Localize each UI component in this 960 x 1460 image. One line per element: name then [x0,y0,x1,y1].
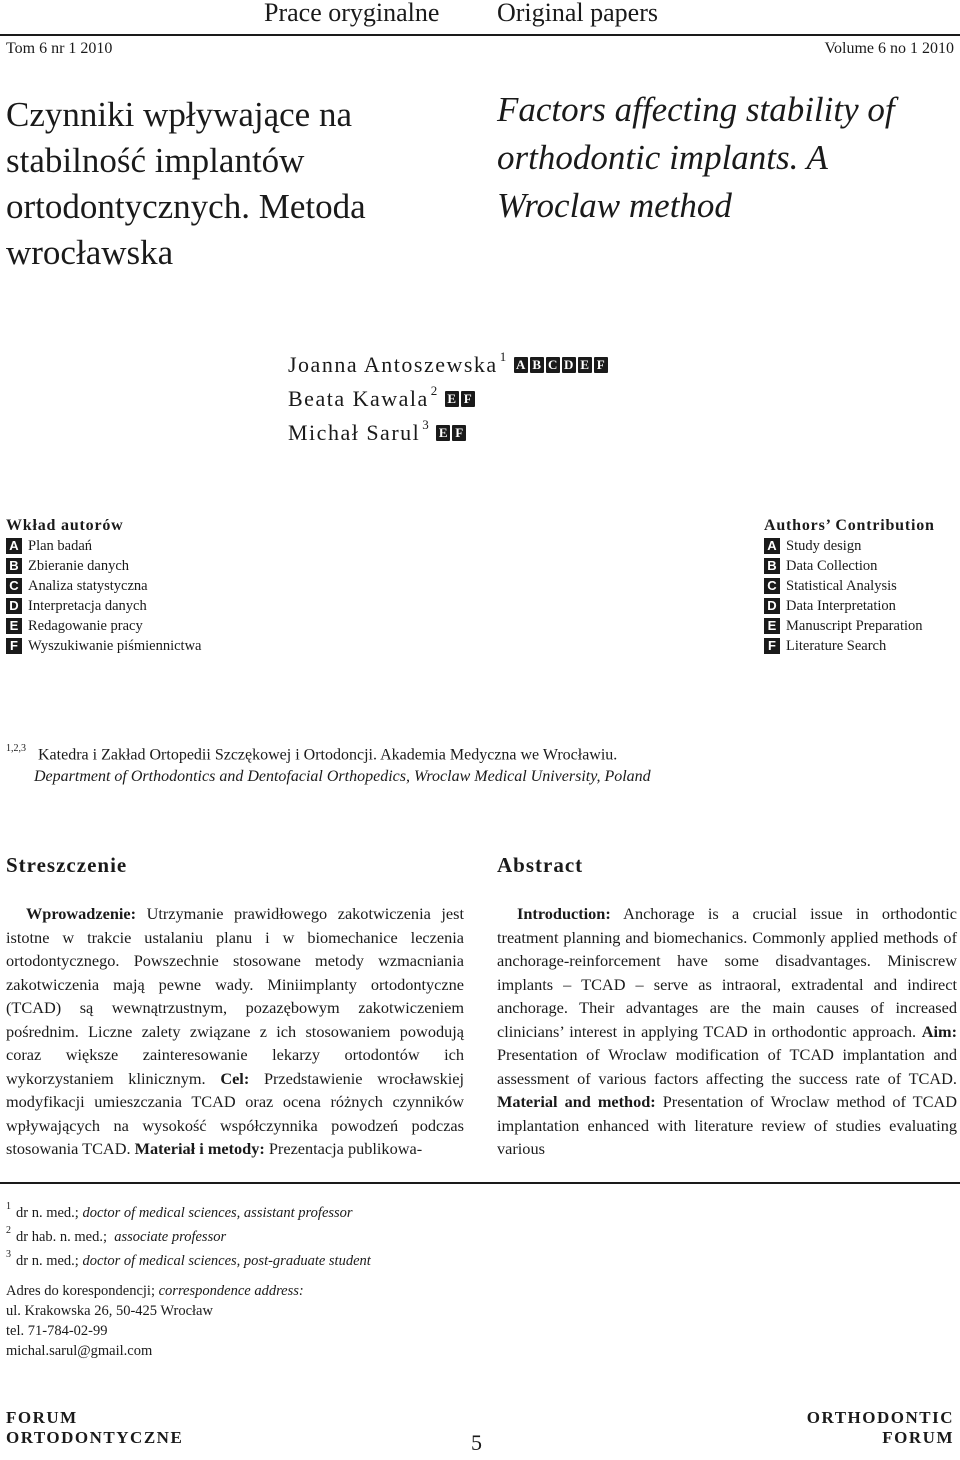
abstract-text-pl [6,902,464,1161]
author-name: Joanna Antoszewska [288,352,498,377]
author-affiliation-number: 2 [430,383,439,398]
aim-label: Cel: [220,1068,250,1088]
contribution-item [6,616,201,636]
page-number: 5 [471,1430,482,1455]
contribution-item [764,596,935,616]
footnote-number: 3 [6,1248,11,1260]
letter-badge: E [6,618,22,634]
contribution-label: Plan badań [28,538,93,554]
volume-label-pl: Tom 6 nr 1 2010 [6,40,113,57]
contribution-item [764,636,935,656]
correspondence-label-en: correspondence address: [158,1283,304,1299]
footnote-description: associate professor [114,1228,227,1245]
contribution-item [6,536,201,556]
contribution-heading: Wkład autorów [6,517,124,534]
volume-label-en: Volume 6 no 1 2010 [824,40,954,57]
affiliation-numbers: 1,2,3 [6,743,26,754]
contribution-item [6,636,201,656]
footnote-degree: dr n. med.; [16,1204,79,1221]
correspondence [6,1281,304,1361]
section-label-en: Original papers [497,0,659,27]
letter-badge: F [764,638,780,654]
role-badge: E [436,425,450,441]
letter-badge: A [764,538,780,554]
footnote-number: 2 [6,1224,11,1236]
role-badge: F [594,357,608,373]
contribution-label: Data Collection [786,558,878,574]
methods-label: Material and method: [497,1092,656,1111]
contribution-item [764,556,935,576]
header-divider [0,34,960,36]
letter-badge: B [6,558,22,574]
contribution-label: Literature Search [786,638,887,654]
journal-name-line: FORUM [882,1428,954,1447]
abstract-heading-en: Abstract [497,853,584,877]
letter-badge: D [6,598,22,614]
footnote [6,1247,371,1271]
footnote [6,1199,371,1223]
letter-badge: F [6,638,22,654]
contribution-heading: Authors’ Contribution [764,517,935,534]
role-badge: A [514,357,528,373]
correspondence-phone: tel. 71-784-02-99 [6,1323,108,1339]
contribution-label: Statistical Analysis [786,578,897,594]
methods-text: Presentation of Wroclaw method of TCAD implantation enhanced with literature review of studies evaluating various [497,1092,957,1158]
author-list [288,348,608,450]
author [288,416,608,450]
journal-name-line: FORUM [6,1408,78,1427]
author-role-badges [436,425,466,441]
intro-label: Wprowadzenie: [26,904,137,923]
footnote-description: doctor of medical sciences, assistant professor [82,1204,353,1221]
contribution-item [6,596,201,616]
aim-label: Aim: [921,1021,957,1041]
abstract-text-en [497,902,957,1161]
letter-badge: A [6,538,22,554]
contribution-item [764,576,935,596]
contribution-label: Data Interpretation [786,598,896,614]
role-badge: C [546,357,560,373]
affiliation-en: Department of Orthodontics and Dentofacial Orthopedics, Wroclaw Medical University, Poland [34,768,651,786]
contribution-label: Wyszukiwanie piśmiennictwa [28,638,202,654]
intro-text: Utrzymanie prawidłowego zakotwiczenia jest istotne w trakcie ustalaniu planu i w biomechanice leczenia ortodontycznego. Powszechnie stosowane metody wzmacniania zakotwiczenia mają pewne wady. Miniimplanty ortodontyczne (TCAD) są wewnątrzustnym, pozazębowym zakotwiczeniem pośrednim. Liczne zalety związane z ich stosowaniem powodują coraz większe zainteresowanie lekarzy ortodontów ich wykorzystaniem klinicznym. [6,904,464,1088]
correspondence-label-pl: Adres do korespondencji; [6,1283,155,1299]
author-affiliation-number: 3 [422,417,431,432]
contribution-label: Redagowanie pracy [28,618,143,634]
contribution-item [6,576,201,596]
author [288,382,608,416]
contribution-legend-en [764,516,935,656]
author-affiliation-number: 1 [499,349,508,364]
journal-name-en [807,1408,954,1448]
author-name: Michał Sarul [288,420,421,445]
journal-name-line: ORTODONTYCZNE [6,1428,184,1447]
contribution-legend-pl [6,516,201,656]
affiliation-pl: Katedra i Zakład Ortopedii Szczękowej i Ortodoncji. Akademia Medyczna we Wrocławiu. [38,746,618,764]
affiliation [6,740,651,788]
role-badge: E [578,357,592,373]
journal-name-pl [6,1408,183,1448]
author [288,348,608,382]
role-badge: E [445,391,459,407]
letter-badge: C [764,578,780,594]
role-badge: D [562,357,576,373]
contribution-item [6,556,201,576]
letter-badge: D [764,598,780,614]
abstract-heading-pl: Streszczenie [6,853,128,877]
letter-badge: C [6,578,22,594]
title-en: Factors affecting stability of orthodontic implants. A Wroclaw method [497,90,895,225]
letter-badge: B [764,558,780,574]
contribution-item [764,616,935,636]
correspondence-email: michal.sarul@gmail.com [6,1343,153,1359]
contribution-label: Study design [786,538,862,554]
correspondence-street: ul. Krakowska 26, 50-425 Wrocław [6,1303,213,1319]
role-badge: F [452,425,466,441]
footnote-degree: dr n. med.; [16,1252,79,1269]
contribution-label: Zbieranie danych [28,558,130,574]
letter-badge: E [764,618,780,634]
role-badge: B [530,357,544,373]
role-badge: F [461,391,475,407]
contribution-label: Interpretacja danych [28,598,147,614]
contribution-label: Manuscript Preparation [786,618,923,634]
author-name: Beata Kawala [288,386,429,411]
author-role-badges [514,357,608,373]
footnotes [6,1199,371,1270]
aim-text: Presentation of Wroclaw modification of TCAD implantation and assessment of various factors affecting the success rate of TCAD. [497,1045,957,1088]
journal-name-line: ORTHODONTIC [806,1408,954,1427]
section-label-pl: Prace oryginalne [264,0,440,27]
title-pl: Czynniki wpływające na stabilność implantów ortodontycznych. Metoda wrocławska [6,95,366,272]
intro-text: Anchorage is a crucial issue in orthodontic treatment planning and biomechanics. Commonly applied methods of anchorage-reinforcement have some disadvantages. Miniscrew implants – TCAD – serve as intraoral, extradental and indirect anchorage. Their advantages are the main causes of increased clinicians’ interest in applying TCAD in orthodontic approach. [497,904,957,1041]
aim-text: Przedstawienie wrocławskiej modyfikacji umieszczania TCAD oraz ocena różnych czynników wpływających na wysokość współczynnika powodzeń podczas stosowania TCAD. [6,1068,464,1158]
intro-label: Introduction: [517,904,611,923]
contribution-item [764,536,935,556]
author-role-badges [445,391,475,407]
methods-text: Prezentacja publikowa- [264,1139,423,1158]
footnote-description: doctor of medical sciences, post-graduate student [82,1252,371,1269]
footnote [6,1223,371,1247]
footnote-degree: dr hab. n. med.; [16,1228,108,1245]
methods-label: Materiał i metody: [134,1139,265,1158]
footnote-divider [0,1182,960,1184]
contribution-label: Analiza statystyczna [28,578,148,594]
footnote-number: 1 [6,1201,11,1212]
